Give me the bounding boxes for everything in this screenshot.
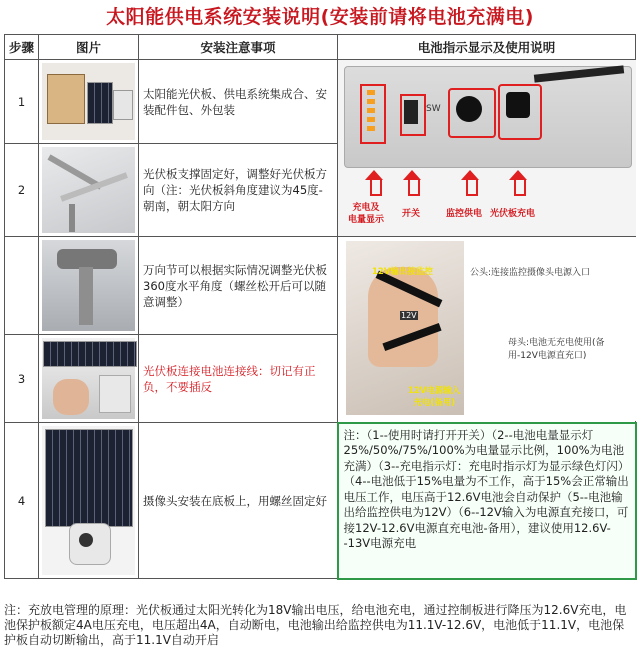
photo-camera-mounted bbox=[39, 423, 139, 579]
step-description: 光伏板连接电池连接线：切记有正负，不要插反 bbox=[139, 335, 338, 423]
arrow-up-icon bbox=[365, 170, 383, 180]
arrow-up-icon bbox=[461, 170, 479, 180]
photo-packaging bbox=[39, 60, 139, 144]
arrow-up-icon bbox=[509, 170, 527, 180]
table-row bbox=[5, 423, 636, 579]
step-number: 4 bbox=[5, 423, 39, 579]
label-pv-charge: 光伏板充电 bbox=[490, 209, 536, 219]
label-monitor-power: 监控供电 bbox=[446, 209, 483, 219]
page-title: 太阳能供电系统安装说明(安装前请将电池充满电) bbox=[106, 6, 534, 28]
step-description: 万向节可以根据实际情况调整光伏板360度水平角度（螺丝松开后可以随意调整） bbox=[139, 237, 338, 335]
photo-cable-connection bbox=[39, 335, 139, 423]
step-number bbox=[5, 237, 39, 335]
step-number: 1 bbox=[5, 60, 39, 144]
battery-panel-cell bbox=[338, 60, 636, 237]
step-number: 3 bbox=[5, 335, 39, 423]
cable-photo-cell bbox=[338, 237, 636, 423]
step-description: 摄像头安装在底板上，用螺丝固定好 bbox=[139, 423, 338, 579]
header-step: 步骤 bbox=[5, 35, 39, 60]
step-description: 光伏板支撑固定好，调整好光伏板方向（注：光伏板斜角度建议为45度-朝南，朝太阳方向 bbox=[139, 144, 338, 237]
header-battery: 电池指示显示及使用说明 bbox=[338, 35, 636, 60]
table-row bbox=[5, 60, 636, 144]
step-number: 2 bbox=[5, 144, 39, 237]
male-head-label: 公头:连接监控摄像头电源入口 bbox=[470, 268, 591, 279]
photo-bracket bbox=[39, 144, 139, 237]
header-photo: 图片 bbox=[39, 35, 139, 60]
switch-label: SW bbox=[426, 104, 441, 114]
arrow-up-icon bbox=[403, 170, 421, 180]
step-description: 太阳能光伏板、供电系统集成合、安装配件包、外包装 bbox=[139, 60, 338, 144]
instruction-table bbox=[4, 34, 637, 580]
label-switch: 开关 bbox=[402, 209, 421, 219]
table-row bbox=[5, 237, 636, 335]
header-notes: 安装注意事项 bbox=[139, 35, 338, 60]
table-header-row bbox=[5, 35, 636, 60]
cable-label-12v-out: 12V输出接监控 bbox=[372, 267, 433, 278]
cable-label-12v-in: 12V电源输入 充电(备用) bbox=[408, 386, 461, 409]
battery-usage-note: 注：（1--使用时请打开开关）（2--电池电量显示灯25%/50%/75%/100%为电量显示比例，100%为电池充满）（3--充电指示灯：充电时指示灯为显示绿色灯闪）（4--电池低于15%电量为不工作，高于15%会正常输出电压工作，电压高于12.6V电池会自动保护（5--电池输出给监控供电为12V）（6--12V输入为电源直充接口，可接12V-12.6V电源直充电池-备用），建议使用12.6V--13V电源充电 bbox=[338, 423, 636, 579]
photo-universal-joint bbox=[39, 237, 139, 335]
footer-note: 注：充放电管理的原理：光伏板通过太阳光转化为18V输出电压，给电池充电，通过控制板进行降压为12.6V充电，电池保护板额定4A电压充电，电压超出4A，自动断电，电池输出给监控供电为11.1V-12.6V，电池低于11.1V，电池保护板自动切断输出，高于11.1V自动开启 bbox=[4, 603, 627, 647]
port-label: 12V bbox=[401, 311, 417, 321]
female-head-label: 母头:电池无充电使用(备用-12V电源直充口) bbox=[508, 338, 605, 362]
label-charge-display: 充电及 电量显示 bbox=[348, 203, 385, 225]
